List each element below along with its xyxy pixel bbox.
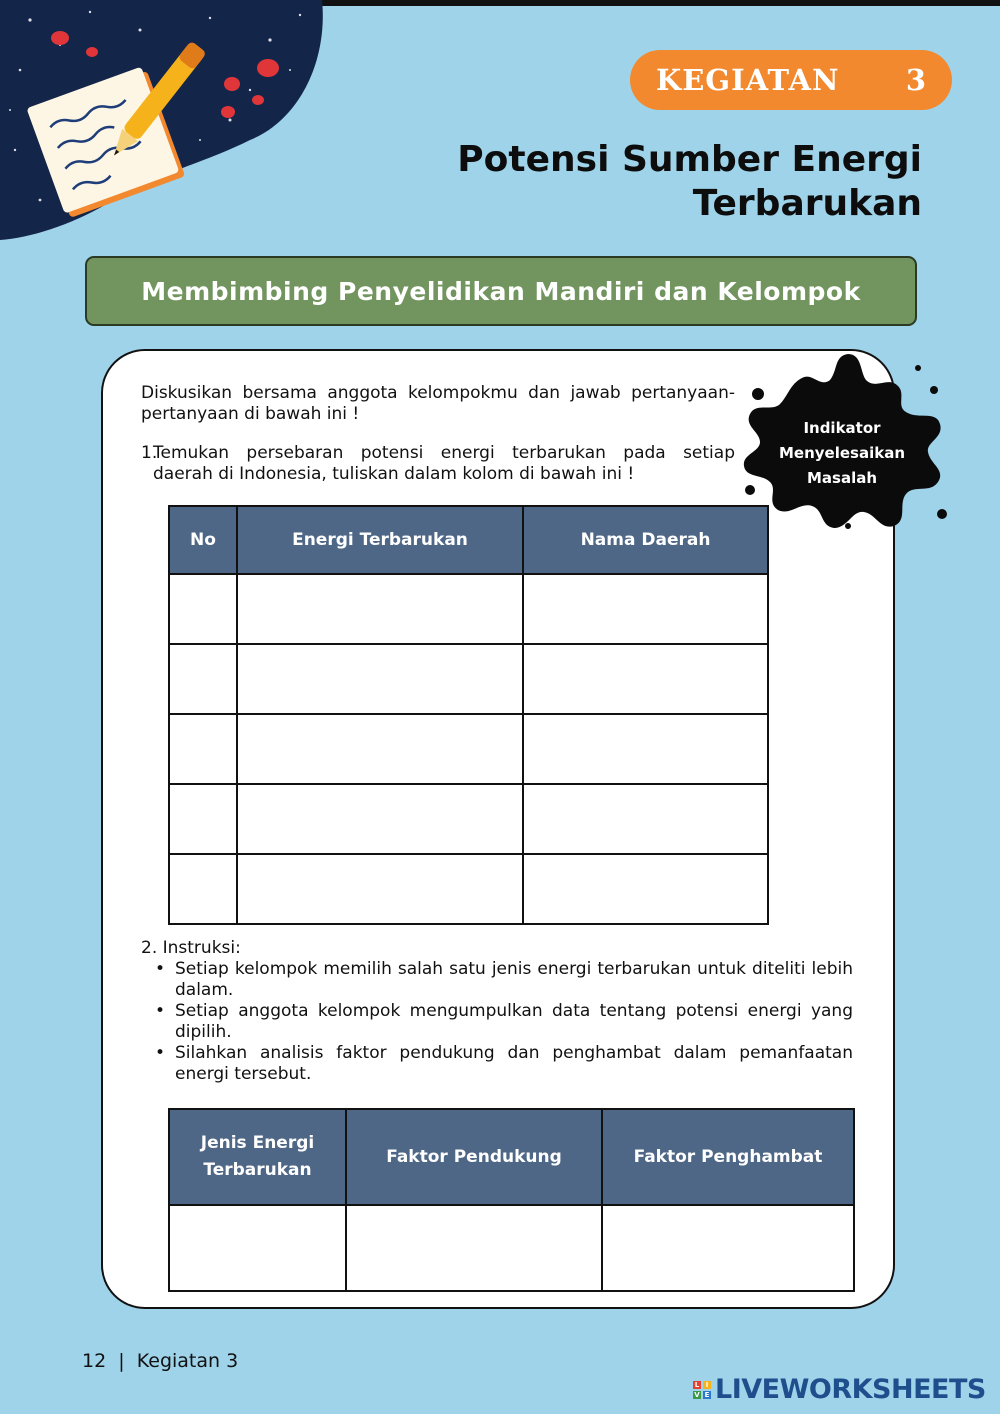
instruction-list	[141, 959, 853, 1085]
answer-cell[interactable]	[602, 1205, 854, 1291]
answer-cell[interactable]	[169, 784, 237, 854]
instruction-item: • Setiap anggota kelompok mengumpulkan data tentang potensi energi yang dipilih.	[141, 1001, 853, 1043]
intro-text: Diskusikan bersama anggota kelompokmu dan jawab pertanyaan-pertanyaan di bawah ini !	[141, 383, 735, 424]
table-row	[169, 644, 768, 714]
logo-tile-l: L	[694, 1380, 700, 1389]
column-header-supporting: Faktor Pendukung	[346, 1109, 602, 1205]
answer-cell[interactable]	[523, 784, 768, 854]
column-header-inhibiting: Faktor Penghambat	[602, 1109, 854, 1205]
answer-cell[interactable]	[523, 854, 768, 924]
instruction-item: • Setiap kelompok memilih salah satu jenis energi terbarukan untuk diteliti lebih dalam.	[141, 959, 853, 1001]
renewable-distribution-table	[168, 505, 769, 925]
answer-cell[interactable]	[169, 644, 237, 714]
liveworksheets-logo[interactable]	[693, 1374, 986, 1405]
logo-tile-v: V	[694, 1390, 700, 1399]
logo-tile-i: I	[703, 1381, 711, 1389]
question-2	[141, 938, 853, 1085]
indicator-line1: Indikator	[803, 419, 881, 437]
question-1-number: 1.	[141, 443, 158, 463]
table-row	[169, 854, 768, 924]
answer-cell[interactable]	[237, 854, 523, 924]
logo-text: LIVEWORKSHEETS	[715, 1374, 986, 1405]
column-header-no: No	[169, 506, 237, 574]
indicator-line3: Masalah	[806, 469, 878, 487]
question-1-line2: daerah di Indonesia, tuliskan dalam kolom di bawah ini !	[153, 464, 635, 484]
instruction-item: • Silahkan analisis faktor pendukung dan penghambat dalam pemanfaatan energi tersebut.	[141, 1043, 853, 1085]
table-header-row	[169, 1109, 854, 1205]
factor-analysis-table	[168, 1108, 855, 1292]
activity-number: 3	[905, 63, 926, 97]
indicator-line2: Menyelesaikan	[778, 444, 905, 462]
page-title-line2: Terbarukan	[692, 183, 922, 224]
answer-cell[interactable]	[169, 854, 237, 924]
table-header-row	[169, 506, 768, 574]
table-row	[169, 574, 768, 644]
answer-cell[interactable]	[237, 574, 523, 644]
answer-cell[interactable]	[523, 574, 768, 644]
answer-cell[interactable]	[237, 714, 523, 784]
page-title	[457, 138, 922, 226]
answer-cell[interactable]	[169, 574, 237, 644]
question-1	[141, 443, 735, 485]
question-2-heading: 2. Instruksi:	[141, 938, 241, 958]
column-header-energy: Energi Terbarukan	[237, 506, 523, 574]
column-header-energy-type: Jenis Energi Terbarukan	[169, 1109, 346, 1205]
table-row	[169, 714, 768, 784]
table-row	[169, 1205, 854, 1291]
answer-cell[interactable]	[237, 784, 523, 854]
column-header-region: Nama Daerah	[523, 506, 768, 574]
logo-tile-e: E	[704, 1390, 710, 1399]
section-banner: Membimbing Penyelidikan Mandiri dan Kelompok	[85, 256, 917, 326]
page-title-line1: Potensi Sumber Energi	[457, 139, 922, 180]
question-1-line1: Temukan persebaran potensi energi terbarukan pada setiap	[153, 443, 735, 463]
indicator-label	[762, 416, 922, 491]
notebook-pen-illustration	[0, 0, 330, 245]
answer-cell[interactable]	[237, 644, 523, 714]
activity-label: KEGIATAN	[656, 63, 840, 97]
answer-cell[interactable]	[169, 1205, 346, 1291]
table-row	[169, 784, 768, 854]
page-footer: 12 | Kegiatan 3	[82, 1350, 239, 1372]
answer-cell[interactable]	[169, 714, 237, 784]
activity-badge	[630, 50, 952, 110]
answer-cell[interactable]	[346, 1205, 602, 1291]
answer-cell[interactable]	[523, 714, 768, 784]
logo-tiles	[693, 1381, 711, 1399]
answer-cell[interactable]	[523, 644, 768, 714]
